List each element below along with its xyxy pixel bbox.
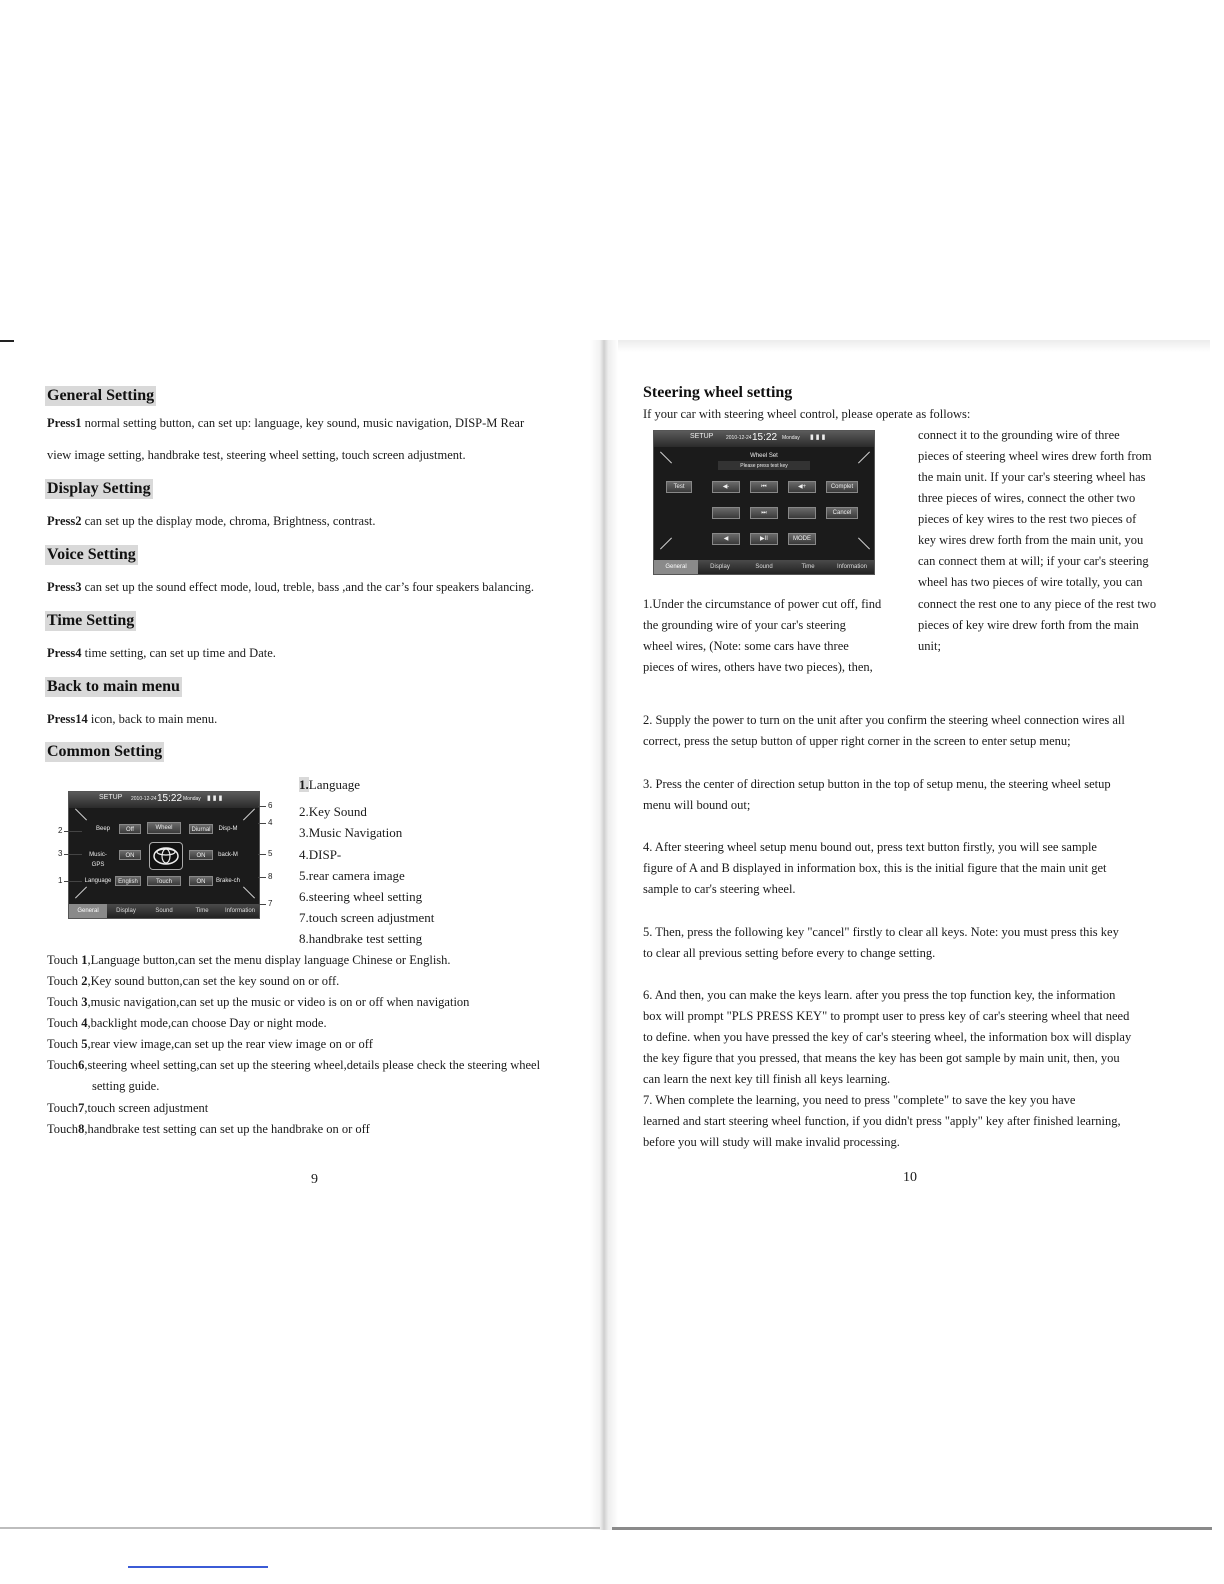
right-column-line: three pieces of wires, connect the other two bbox=[918, 491, 1136, 505]
tab-general[interactable]: General bbox=[69, 904, 107, 918]
logo-icon[interactable] bbox=[149, 842, 183, 870]
back-arrow-icon[interactable] bbox=[75, 808, 87, 820]
step2-line: correct, press the setup button of upper right corner in the screen to enter setup menu; bbox=[643, 734, 1071, 748]
menu-item-handbrake: 8.handbrake test setting bbox=[299, 931, 423, 946]
day-label: Monday bbox=[782, 435, 800, 441]
right-column-line: wheel has two pieces of wire totally, you can bbox=[918, 575, 1143, 589]
callout-line bbox=[64, 854, 82, 855]
page-shadow bbox=[600, 340, 1210, 352]
step3-line: menu will bound out; bbox=[643, 798, 751, 812]
right-column-line: pieces of key wire drew forth from the main bbox=[918, 618, 1139, 632]
time-setting-heading: Time Setting bbox=[47, 612, 135, 629]
callout-line bbox=[64, 881, 82, 882]
step4-line: 4. After steering wheel setup menu bound out, press text button firstly, you will see sample bbox=[643, 840, 1097, 854]
steering-wheel-heading: Steering wheel setting bbox=[643, 384, 793, 401]
general-setting-heading: General Setting bbox=[47, 387, 155, 404]
previous-track-key[interactable]: ⏮ bbox=[750, 481, 778, 493]
screen-tab-bar bbox=[654, 560, 874, 574]
touch-line: Touch6,steering wheel setting,can set up the steering wheel,details please check the steering wheel bbox=[47, 1058, 541, 1072]
wheel-set-prompt: Please press test key bbox=[718, 461, 810, 470]
tab-general[interactable]: General bbox=[654, 560, 698, 574]
touch-line: Touch8,handbrake test setting can set up the handbrake on or off bbox=[47, 1122, 370, 1136]
forward-arrow-icon[interactable] bbox=[243, 808, 255, 820]
callout-line bbox=[258, 823, 266, 824]
brake-ch-label: Brake-ch bbox=[215, 878, 240, 884]
step6-line: box will prompt "PLS PRESS KEY" to prompt user to press key of car's steering wheel that need bbox=[643, 1009, 1130, 1023]
forward-arrow-icon[interactable] bbox=[858, 451, 870, 463]
step6-line: the key figure that you pressed, that means the key has been got sample by main unit, then, you bbox=[643, 1051, 1120, 1065]
test-button[interactable]: Test bbox=[666, 481, 692, 493]
general-setting-line-1: Press1 normal setting button, can set up: language, key sound, music navigation, DISP-M Rear bbox=[47, 416, 525, 430]
time-label: 15:22 bbox=[157, 793, 183, 804]
language-english-button[interactable]: English bbox=[115, 876, 141, 886]
menu-item-steering-wheel: 6.steering wheel setting bbox=[299, 889, 423, 904]
tab-time[interactable]: Time bbox=[801, 564, 815, 570]
beep-label: Beep bbox=[95, 826, 110, 832]
touch-line: Touch 4,backlight mode,can choose Day or night mode. bbox=[47, 1016, 327, 1030]
page-bottom-edge-right bbox=[612, 1527, 1212, 1530]
back-arrow-icon[interactable] bbox=[660, 451, 672, 463]
screen-tab-bar bbox=[69, 904, 259, 918]
step5-line: to clear all previous setting before every to change setting. bbox=[643, 946, 936, 960]
touch-line: Touch 2,Key sound button,can set the key sound on or off. bbox=[47, 974, 340, 988]
display-setting-heading: Display Setting bbox=[47, 480, 151, 497]
time-setting-text: Press4 time setting, can set up time and Date. bbox=[47, 646, 276, 660]
step1-line: wheel wires, (Note: some cars have three bbox=[643, 639, 849, 653]
step7-line: 7. When complete the learning, you need to press "complete" to save the key you have bbox=[643, 1093, 1076, 1107]
tab-sound[interactable]: Sound bbox=[155, 908, 173, 914]
touch-line: Touch 3,music navigation,can set up the music or video is on or off when navigation bbox=[47, 995, 470, 1009]
step6-line: to define. when you have pressed the key of car's steering wheel, the information box will display bbox=[643, 1030, 1132, 1044]
voice-setting-text: Press3 can set up the sound effect mode, loud, treble, bass ,and the car’s four speakers balancing. bbox=[47, 580, 535, 594]
callout-3: 3 bbox=[58, 849, 63, 858]
date-label: 2010-12-24 bbox=[131, 796, 157, 802]
book-gutter bbox=[590, 340, 618, 1530]
page-bottom-edge-left bbox=[0, 1527, 600, 1529]
callout-1: 1 bbox=[58, 876, 63, 885]
general-settings-screenshot bbox=[68, 791, 260, 919]
corner-arrow-icon[interactable] bbox=[243, 886, 255, 898]
callout-line bbox=[258, 904, 266, 905]
touch-line: Touch 5,rear view image,can set up the rear view image on or off bbox=[47, 1037, 373, 1051]
mute-key[interactable]: ◀ bbox=[712, 533, 740, 545]
corner-arrow-icon[interactable] bbox=[75, 886, 87, 898]
language-label: Language bbox=[84, 878, 112, 884]
tab-information[interactable]: Information bbox=[224, 908, 255, 914]
tab-sound[interactable]: Sound bbox=[755, 564, 773, 570]
diurnal-button[interactable]: Diurnal bbox=[189, 824, 213, 834]
steering-intro: If your car with steering wheel control, please operate as follows: bbox=[643, 407, 971, 421]
menu-item-music-navigation: 3.Music Navigation bbox=[299, 825, 403, 840]
step1-line: 1.Under the circumstance of power cut off, find bbox=[643, 597, 882, 611]
footer-underline bbox=[128, 1566, 268, 1568]
menu-item-touch-screen: 7.touch screen adjustment bbox=[299, 910, 435, 925]
mode-key[interactable]: MODE bbox=[788, 533, 816, 545]
blank-key[interactable] bbox=[712, 507, 740, 519]
disp-m-label: Disp-M bbox=[218, 826, 238, 832]
beep-off-button[interactable]: Off bbox=[119, 824, 141, 834]
next-track-key[interactable]: ⏭ bbox=[750, 507, 778, 519]
status-icons: ▮ ▮ ▮ bbox=[810, 434, 826, 441]
step7-line: learned and start steering wheel function, if you didn't press "apply" key after finished learning, bbox=[643, 1114, 1121, 1128]
callout-5: 5 bbox=[268, 849, 273, 858]
blank-key[interactable] bbox=[788, 507, 816, 519]
menu-item-disp: 4.DISP- bbox=[299, 847, 342, 862]
voice-setting-heading: Voice Setting bbox=[47, 546, 136, 563]
volume-down-key[interactable]: ◀- bbox=[712, 481, 740, 493]
scan-edge-mark bbox=[0, 340, 14, 342]
corner-arrow-icon[interactable] bbox=[660, 537, 672, 549]
callout-6: 6 bbox=[268, 801, 273, 810]
touch-line: setting guide. bbox=[92, 1079, 160, 1093]
step6-line: can learn the next key till finish all keys learning. bbox=[643, 1072, 891, 1086]
tab-display[interactable]: Display bbox=[710, 564, 730, 570]
brake-on-button[interactable]: ON bbox=[189, 876, 213, 886]
tab-information[interactable]: Information bbox=[836, 564, 867, 570]
step3-line: 3. Press the center of direction setup button in the top of setup menu, the steering wheel setup bbox=[643, 777, 1111, 791]
music-gps-label: Music-GPS bbox=[89, 852, 107, 868]
step1-line: pieces of wires, others have two pieces), then, bbox=[643, 660, 873, 674]
status-icons: ▮ ▮ ▮ bbox=[207, 795, 223, 802]
screen-status-bar bbox=[654, 431, 874, 447]
step6-line: 6. And then, you can make the keys learn. after you press the top function key, the information bbox=[643, 988, 1116, 1002]
menu-item-key-sound: 2.Key Sound bbox=[299, 804, 367, 819]
screen-status-bar bbox=[69, 792, 259, 808]
callout-line bbox=[258, 806, 266, 807]
day-label: Monday bbox=[183, 796, 201, 802]
right-column-line: pieces of steering wheel wires drew forth from bbox=[918, 449, 1152, 463]
callout-4: 4 bbox=[268, 818, 273, 827]
corner-arrow-icon[interactable] bbox=[858, 537, 870, 549]
cancel-button[interactable]: Cancel bbox=[826, 507, 858, 519]
menu-item-rear-camera: 5.rear camera image bbox=[299, 868, 405, 883]
right-column-line: unit; bbox=[918, 639, 941, 653]
page-number-right: 10 bbox=[903, 1170, 917, 1185]
time-label: 15:22 bbox=[752, 432, 778, 443]
back-to-main-heading: Back to main menu bbox=[47, 678, 180, 695]
right-column-line: connect it to the grounding wire of three bbox=[918, 428, 1120, 442]
general-setting-line-2: view image setting, handbrake test, steering wheel setting, touch screen adjustment. bbox=[47, 448, 466, 462]
back-m-on-button[interactable]: ON bbox=[189, 850, 213, 860]
right-column-line: connect the rest one to any piece of the rest two bbox=[918, 597, 1157, 611]
callout-line bbox=[258, 877, 266, 878]
play-pause-key[interactable]: ▶II bbox=[750, 533, 778, 545]
step5-line: 5. Then, press the following key "cancel" firstly to clear all keys. Note: you must press this key bbox=[643, 925, 1119, 939]
setup-label: SETUP bbox=[690, 433, 714, 440]
display-setting-text: Press2 can set up the display mode, chroma, Brightness, contrast. bbox=[47, 514, 376, 528]
callout-2: 2 bbox=[58, 826, 63, 835]
step4-line: sample to car's steering wheel. bbox=[643, 882, 796, 896]
volume-up-key[interactable]: ◀+ bbox=[788, 481, 816, 493]
touch-line: Touch 1,Language button,can set the menu display language Chinese or English. bbox=[47, 953, 451, 967]
touch-line: Touch7,touch screen adjustment bbox=[47, 1101, 209, 1115]
menu-item-language: 1.Language bbox=[299, 777, 361, 792]
wheel-set-screenshot bbox=[653, 430, 875, 575]
complete-button[interactable]: Complet bbox=[826, 481, 858, 493]
callout-8: 8 bbox=[268, 872, 273, 881]
back-to-main-text: Press14 icon, back to main menu. bbox=[47, 712, 218, 726]
step7-line: before you will study will make invalid processing. bbox=[643, 1135, 900, 1149]
tab-display[interactable]: Display bbox=[116, 908, 136, 914]
step1-line: the grounding wire of your car's steering bbox=[643, 618, 846, 632]
wheel-set-title: Wheel Set bbox=[750, 453, 778, 459]
callout-line bbox=[258, 854, 266, 855]
callout-7: 7 bbox=[268, 899, 273, 908]
right-column-line: the main unit. If your car's steering wheel has bbox=[918, 470, 1146, 484]
common-setting-heading: Common Setting bbox=[47, 743, 163, 760]
right-column-line: pieces of key wires to the rest two pieces of bbox=[918, 512, 1137, 526]
page-number-left: 9 bbox=[311, 1172, 318, 1187]
date-label: 2010-12-24 bbox=[726, 435, 752, 441]
touch-button[interactable]: Touch bbox=[147, 876, 181, 886]
step2-line: 2. Supply the power to turn on the unit after you confirm the steering wheel connection wires all bbox=[643, 713, 1125, 727]
callout-line bbox=[64, 831, 82, 832]
back-m-label: back-M bbox=[218, 852, 238, 858]
step4-line: figure of A and B displayed in information box, this is the initial figure that the main unit get bbox=[643, 861, 1107, 875]
right-column-line: key wires drew forth from the main unit, you bbox=[918, 533, 1144, 547]
tab-time[interactable]: Time bbox=[195, 908, 209, 914]
wheel-button[interactable]: Wheel bbox=[147, 822, 181, 834]
music-gps-on-button[interactable]: ON bbox=[119, 850, 141, 860]
setup-label: SETUP bbox=[99, 794, 123, 801]
right-column-line: can connect them at will; if your car's steering bbox=[918, 554, 1149, 568]
